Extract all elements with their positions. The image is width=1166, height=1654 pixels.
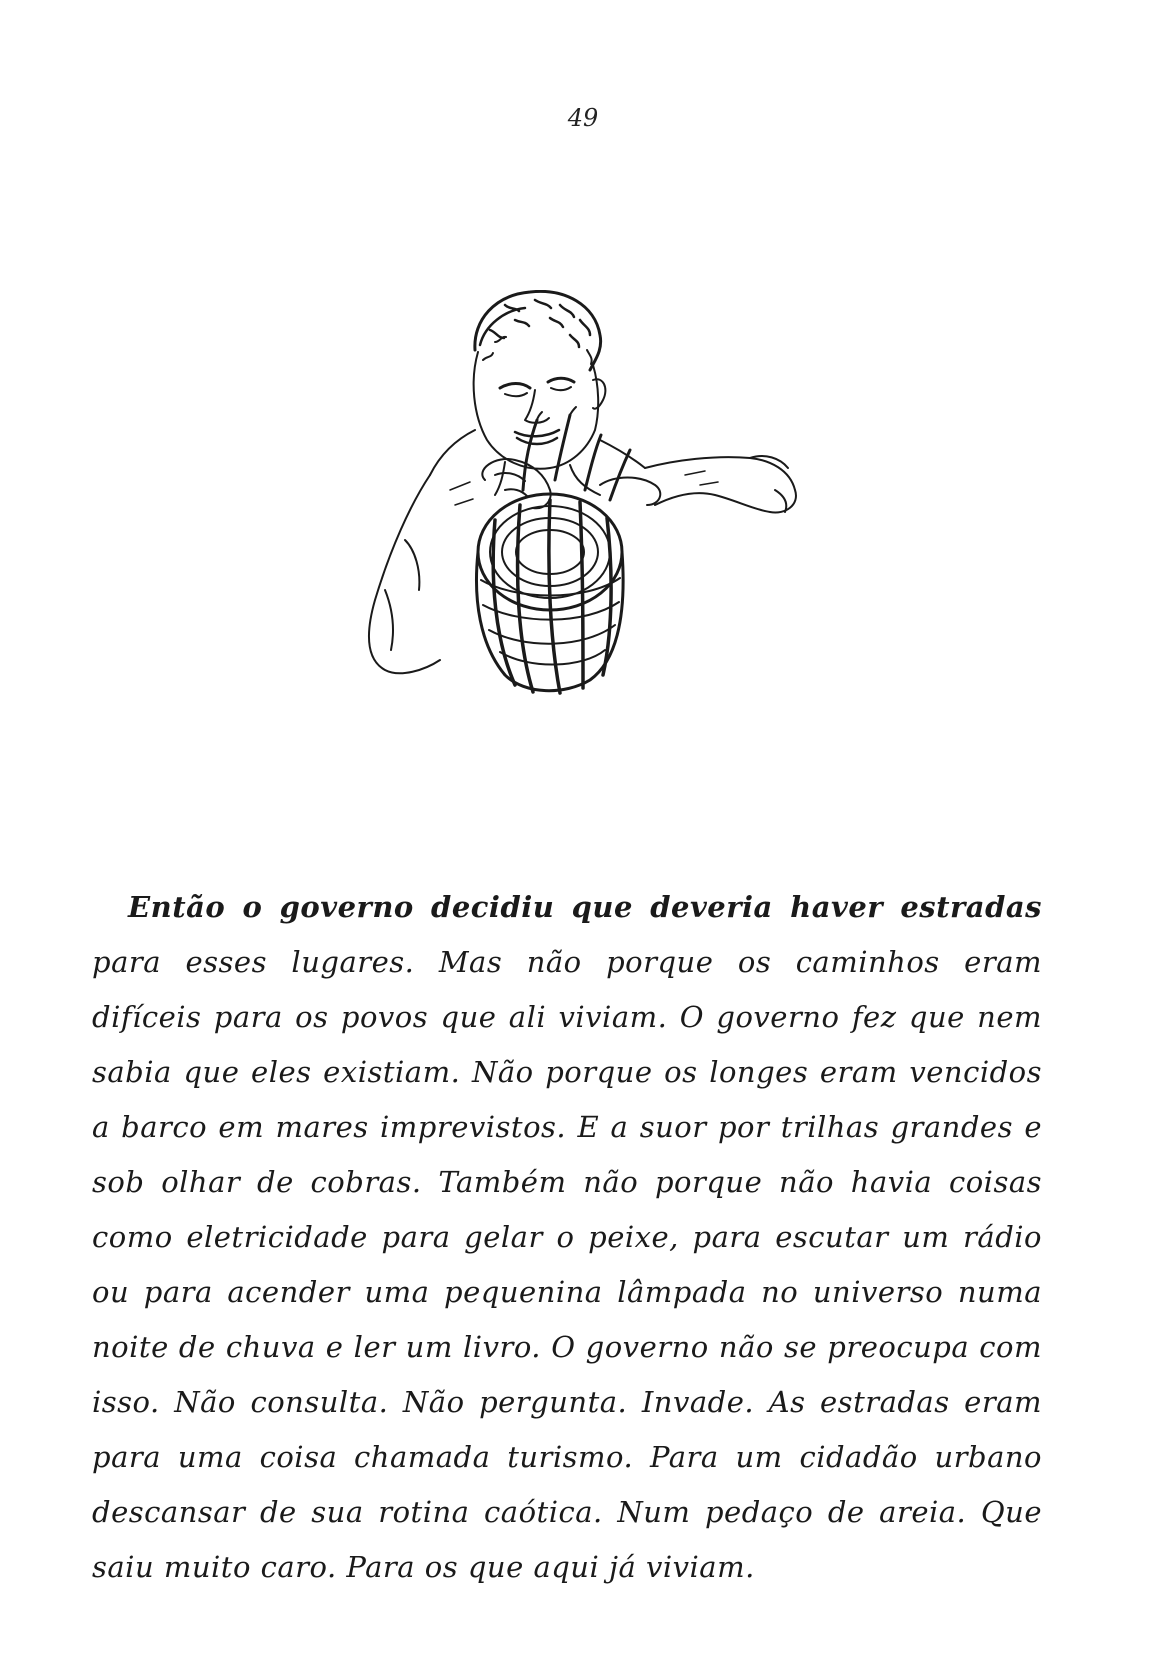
paragraph-lead: Então o governo decidiu que deveria haver estradas [128,890,1042,924]
face-outline [474,352,599,469]
paragraph-text: para esses lugares. Mas não porque os caminhos eram difíceis para os povos que ali viviam. O governo fez que nem sabia que eles existiam. Não porque os longes eram vencidos a barco em mares imprevistos. E a suor por trilhas grandes e sob olhar de cobras. Também não porque não havia coisas como eletricidade para gelar o peixe, para escutar um rádio ou para acender uma pequenina lâmpada no universo numa noite de chuva e ler um livro. O governo não se preocupa com isso. Não consulta. Não pergunta. Invade. As estradas eram para uma coisa chamada turismo. Para um cidadão urbano descansar de sua rotina caótica. Num pedaço de areia. Que saiu muito caro. Para os que aqui já viviam. [92,945,1042,1584]
right-arm [645,457,796,512]
body-paragraph [92,880,1042,1595]
page-number: 49 [567,104,599,132]
left-arm [369,475,440,673]
basket-weaver-illustration [355,290,825,760]
